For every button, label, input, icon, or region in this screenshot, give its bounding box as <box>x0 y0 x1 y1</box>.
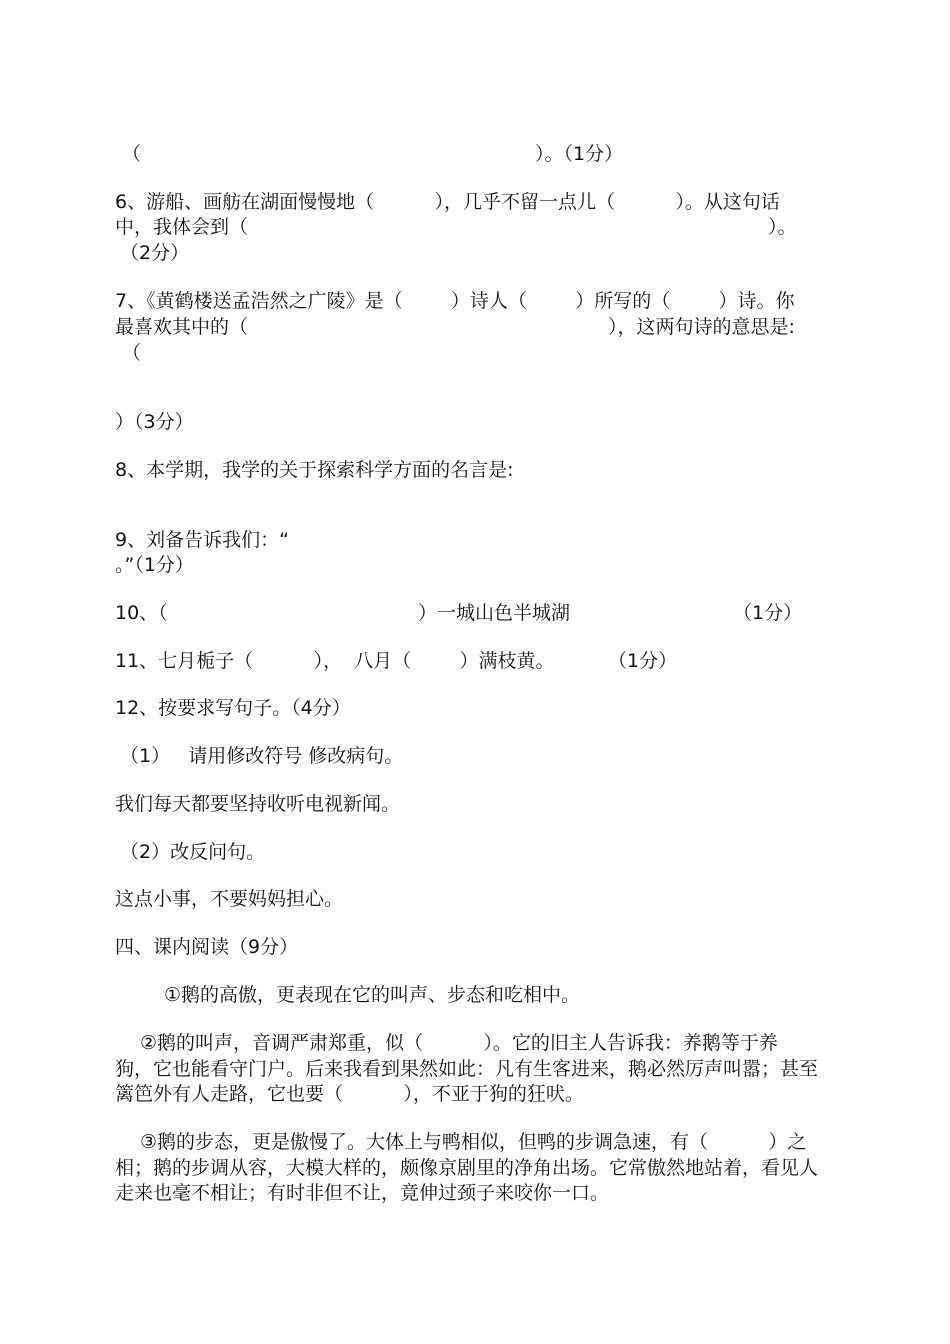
question-12: 12、按要求写句子。（4分） <box>115 697 351 719</box>
question-12-1-sentence: 我们每天都要坚持收听电视新闻。 <box>115 793 401 815</box>
passage-paragraph-2-line-2: 狗，它也能看守门户。后来我看到果然如此：凡有生客进来，鹅必然厉声叫嚣；甚至 <box>115 1058 819 1080</box>
blank-open-paren: （ <box>122 143 142 165</box>
question-12-1: （1） 请用修改符号 修改病句。 <box>120 745 404 767</box>
question-7-line-1: 7、《黄鹤楼送孟浩然之广陵》是（ ）诗人（ ）所写的（ ）诗。你 <box>115 290 795 312</box>
question-9-line-2: 。”（1分） <box>115 554 194 576</box>
passage-paragraph-3-line-1: ③鹅的步态，更是傲慢了。大体上与鸭相似，但鸭的步调急速，有（ ）之 <box>140 1131 807 1153</box>
question-8: 8、本学期，我学的关于探索科学方面的名言是: <box>115 459 514 481</box>
passage-paragraph-3-line-3: 走来也毫不相让；有时非但不让，竟伸过颈子来咬你一口。 <box>115 1182 610 1204</box>
question-6-line-2b: ）。 <box>768 216 797 238</box>
question-12-2: （2）改反问句。 <box>120 841 266 863</box>
passage-paragraph-3-line-2: 相；鹅的步调从容，大模大样的，颇像京剧里的净角出场。它常傲然地站着，看见人 <box>115 1157 819 1179</box>
question-10-start: 10、（ <box>115 602 168 624</box>
question-7-line-2b: ），这两句诗的意思是: <box>608 316 795 338</box>
passage-paragraph-1: ①鹅的高傲，更表现在它的叫声、步态和吃相中。 <box>164 984 581 1006</box>
question-11: 11、七月栀子（ ）， 八月（ ）满枝黄。 <box>115 650 555 672</box>
question-11-score: （1分） <box>608 650 678 672</box>
question-6-score: （2分） <box>120 242 190 264</box>
question-6-line-2a: 中，我体会到（ <box>115 216 249 238</box>
question-7-score: ）（3分） <box>115 411 194 433</box>
passage-paragraph-2-line-3: 篱笆外有人走路，它也要（ ），不亚于狗的狂吠。 <box>115 1083 584 1105</box>
question-6-line-1: 6、游船、画舫在湖面慢慢地（ ），几乎不留一点儿（ ）。从这句话 <box>115 191 780 213</box>
question-9-line-1: 9、刘备告诉我们：“ <box>115 529 289 551</box>
answer-close-score: ）。（1分） <box>535 143 624 165</box>
passage-paragraph-2-line-1: ②鹅的叫声，音调严肃郑重，似（ ）。它的旧主人告诉我：养鹅等于养 <box>140 1032 778 1054</box>
question-12-2-sentence: 这点小事，不要妈妈担心。 <box>115 888 344 910</box>
section-4-heading: 四、课内阅读（9分） <box>115 936 299 958</box>
question-7-line-3: （ <box>122 342 142 364</box>
question-10-score: （1分） <box>733 602 803 624</box>
question-7-line-2a: 最喜欢其中的（ <box>115 316 249 338</box>
question-10-text: ）一城山色半城湖 <box>418 602 571 624</box>
